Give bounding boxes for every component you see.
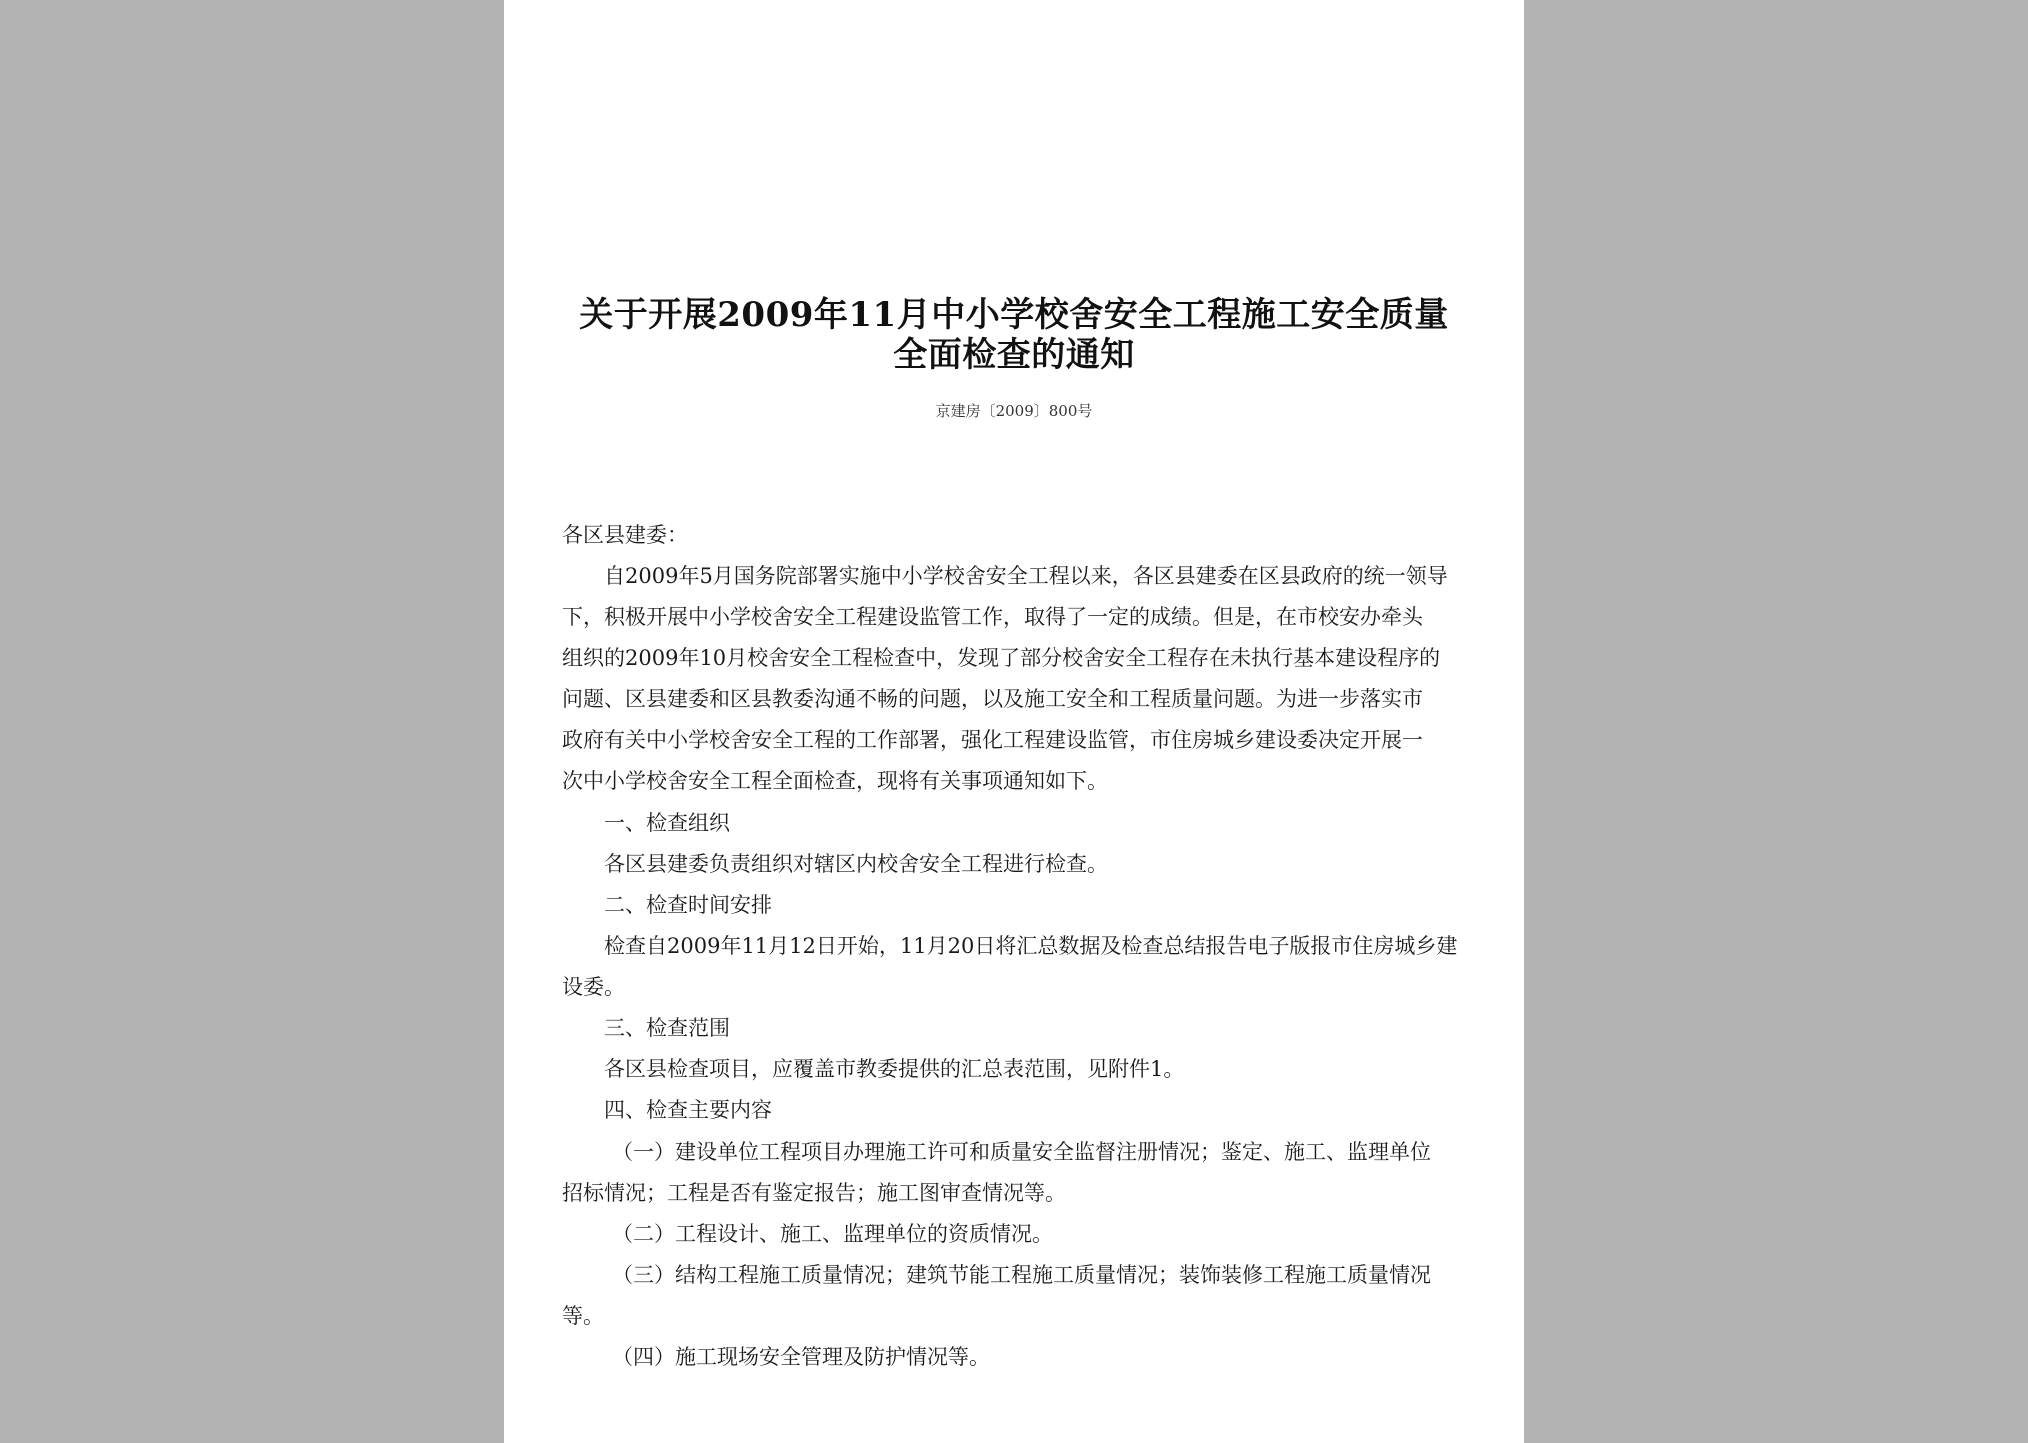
section-heading: 三、检查范围 <box>604 1016 730 1040</box>
body-line: 检查自2009年11月12日开始，11月20日将汇总数据及检查总结报告电子版报市住房城乡建 <box>604 934 1458 958</box>
body-line: 各区县建委负责组织对辖区内校舍安全工程进行检查。 <box>604 852 1108 876</box>
document-number: 京建房〔2009〕800号 <box>935 402 1093 420</box>
body-line: 各区县检查项目，应覆盖市教委提供的汇总表范围，见附件1。 <box>604 1057 1185 1081</box>
body-line: 等。 <box>562 1304 604 1328</box>
list-item: （三）结构工程施工质量情况；建筑节能工程施工质量情况；装饰装修工程施工质量情况 <box>612 1263 1431 1287</box>
list-item: （四）施工现场安全管理及防护情况等。 <box>612 1345 990 1369</box>
body-line: 次中小学校舍安全工程全面检查，现将有关事项通知如下。 <box>562 769 1108 793</box>
body-line: 下，积极开展中小学校舍安全工程建设监管工作，取得了一定的成绩。但是，在市校安办牵头 <box>562 605 1423 629</box>
body-line: 招标情况；工程是否有鉴定报告；施工图审查情况等。 <box>562 1181 1066 1205</box>
salutation: 各区县建委： <box>562 523 688 547</box>
document-page <box>504 0 1524 1443</box>
body-line: 自2009年5月国务院部署实施中小学校舍安全工程以来，各区县建委在区县政府的统一领导 <box>604 564 1448 588</box>
body-line: 组织的2009年10月校舍安全工程检查中，发现了部分校舍安全工程存在未执行基本建设程序的 <box>562 646 1441 670</box>
document-title-line-2: 全面检查的通知 <box>893 335 1135 375</box>
body-line: 设委。 <box>562 975 625 999</box>
list-item: （一）建设单位工程项目办理施工许可和质量安全监督注册情况；鉴定、施工、监理单位 <box>612 1140 1431 1164</box>
list-item: （二）工程设计、施工、监理单位的资质情况。 <box>612 1222 1053 1246</box>
section-heading: 一、检查组织 <box>604 811 730 835</box>
document-title-line-1: 关于开展2009年11月中小学校舍安全工程施工安全质量 <box>579 295 1449 335</box>
section-heading: 二、检查时间安排 <box>604 893 772 917</box>
body-line: 政府有关中小学校舍安全工程的工作部署，强化工程建设监管，市住房城乡建设委决定开展一 <box>562 728 1423 752</box>
body-line: 问题、区县建委和区县教委沟通不畅的问题，以及施工安全和工程质量问题。为进一步落实市 <box>562 687 1423 711</box>
section-heading: 四、检查主要内容 <box>604 1098 772 1122</box>
